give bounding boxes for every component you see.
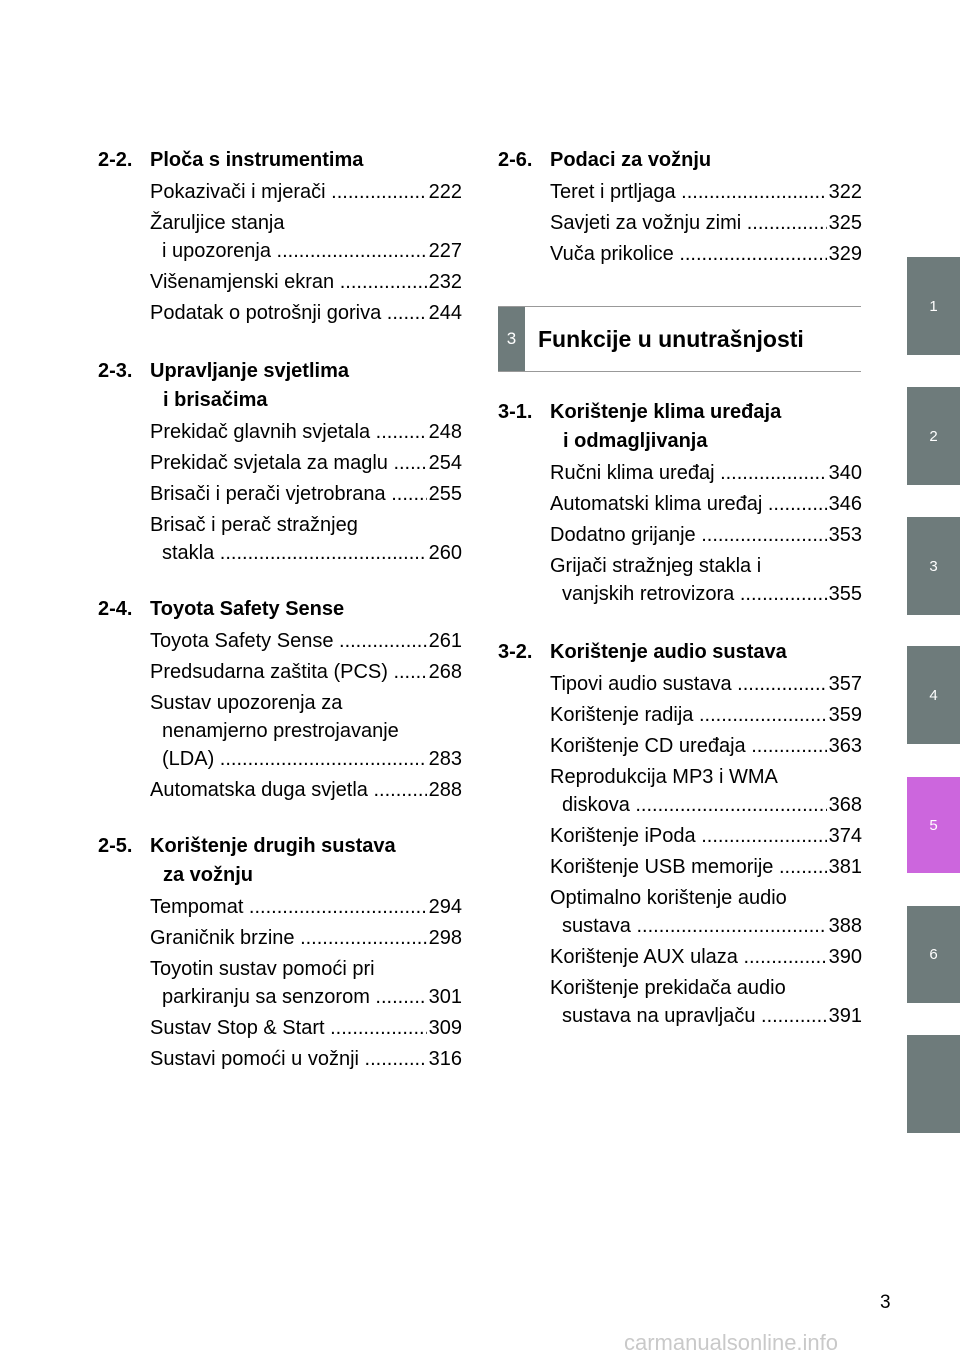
- toc-entry-line: Sustav Stop & Start .....: [150, 1014, 427, 1042]
- toc-section: [98, 146, 462, 327]
- toc-entry-line: Automatska duga svjetla .....: [150, 776, 427, 804]
- toc-entry-text: [150, 955, 427, 1011]
- toc-entry-text: [150, 776, 427, 804]
- chapter-tab-5[interactable]: 5: [907, 777, 960, 873]
- toc-entry-text: [150, 268, 427, 296]
- toc-entries: [150, 893, 462, 1073]
- section-number: 2-4.: [98, 598, 133, 620]
- toc-entry-text: [150, 299, 427, 327]
- watermark: carmanualsonline.info: [624, 1330, 839, 1355]
- toc-entry-text: [550, 670, 827, 698]
- section-title-line: Toyota Safety Sense: [150, 598, 345, 620]
- toc-page-number: 325: [828, 212, 862, 234]
- toc-entry-text: [550, 732, 827, 760]
- toc-page-number: 268: [428, 661, 462, 683]
- toc-entry[interactable]: [150, 449, 462, 477]
- section-title-line: Korištenje audio sustava: [550, 641, 787, 663]
- toc-section: [98, 595, 462, 804]
- section-number: 2-5.: [98, 835, 133, 857]
- toc-entry-text: [550, 178, 827, 206]
- section-heading: [98, 595, 462, 624]
- toc-section: [498, 398, 862, 608]
- toc-entry[interactable]: [150, 418, 462, 446]
- chapter-tab-4[interactable]: 4: [907, 646, 960, 744]
- toc-entry-line: (LDA) .....: [150, 745, 427, 773]
- toc-page-number: 248: [428, 421, 462, 443]
- toc-section: [498, 638, 862, 1030]
- toc-entry-line: Sustavi pomoći u vožnji .....: [150, 1045, 427, 1073]
- toc-page-number: 363: [828, 735, 862, 757]
- toc-entry[interactable]: [150, 924, 462, 952]
- toc-entry-text: [150, 1045, 427, 1073]
- toc-entries: [550, 670, 862, 1030]
- toc-entry[interactable]: [150, 689, 462, 773]
- toc-entry[interactable]: [150, 776, 462, 804]
- toc-page-number: 260: [428, 542, 462, 564]
- toc-entry[interactable]: [550, 178, 862, 206]
- toc-entry-line: Predsudarna zaštita (PCS) .....: [150, 658, 427, 686]
- toc-entries: [150, 627, 462, 804]
- toc-entry-line: Optimalno korištenje audio: [550, 887, 787, 909]
- toc-entry-line: parkiranju sa senzorom .....: [150, 983, 427, 1011]
- section-heading: [498, 146, 862, 175]
- toc-page-number: 309: [428, 1017, 462, 1039]
- section-title: [150, 595, 344, 624]
- toc-page-number: 288: [428, 779, 462, 801]
- toc-page-number: 301: [428, 986, 462, 1008]
- toc-page-number: 298: [428, 927, 462, 949]
- section-title-line: Korištenje drugih sustava: [150, 835, 396, 857]
- toc-entry[interactable]: [550, 459, 862, 487]
- toc-entry-text: [550, 822, 827, 850]
- toc-entry-text: [150, 689, 427, 773]
- toc-entry-line: Korištenje AUX ulaza .....: [550, 943, 827, 971]
- toc-entry-line: sustava .....: [550, 912, 827, 940]
- chapter-title: Funkcije u unutrašnjosti: [538, 325, 804, 352]
- toc-entries: [150, 178, 462, 327]
- toc-entry-text: [550, 884, 827, 940]
- section-number: 3-1.: [498, 401, 533, 423]
- toc-entry-line: vanjskih retrovizora .....: [550, 580, 827, 608]
- section-heading: [498, 638, 862, 667]
- section-title: [550, 146, 711, 175]
- toc-entry-line: Korištenje iPoda .....: [550, 822, 827, 850]
- toc-entries: [150, 418, 462, 567]
- toc-entry-line: Dodatno grijanje .....: [550, 521, 827, 549]
- toc-entry-text: [150, 480, 427, 508]
- section-title: [150, 146, 363, 175]
- toc-entry-text: [150, 209, 427, 265]
- toc-page-number: 255: [428, 483, 462, 505]
- chapter-tab-6[interactable]: 6: [907, 906, 960, 1003]
- toc-entry-line: Teret i prtljaga .....: [550, 178, 827, 206]
- toc-entry-text: [150, 1014, 427, 1042]
- section-heading: [98, 832, 462, 890]
- toc-entry-text: [550, 490, 827, 518]
- toc-entry-line: Ručni klima uređaj .....: [550, 459, 827, 487]
- toc-entry[interactable]: [550, 701, 862, 729]
- toc-entry-line: Prekidač glavnih svjetala .....: [150, 418, 427, 446]
- section-heading: [98, 146, 462, 175]
- section-title-line: Upravljanje svjetlima: [150, 360, 349, 382]
- toc-entry-text: [550, 763, 827, 819]
- toc-entry[interactable]: [550, 521, 862, 549]
- toc-entry-line: stakla .....: [150, 539, 427, 567]
- toc-entry-line: Savjeti za vožnju zimi .....: [550, 209, 827, 237]
- toc-page-number: 388: [828, 915, 862, 937]
- toc-page-number: 346: [828, 493, 862, 515]
- toc-section: [98, 357, 462, 567]
- toc-page-number: 261: [428, 630, 462, 652]
- chapter-tab-3[interactable]: 3: [907, 517, 960, 615]
- section-title-line: Ploča s instrumentima: [150, 149, 364, 171]
- toc-entry-text: [550, 974, 827, 1030]
- toc-entry[interactable]: [150, 480, 462, 508]
- toc-entry-text: [550, 521, 827, 549]
- toc-entry-text: [550, 209, 827, 237]
- toc-page-number: 391: [828, 1005, 862, 1027]
- toc-entry-text: [150, 418, 427, 446]
- toc-entry[interactable]: [550, 490, 862, 518]
- chapter-number: 3: [498, 307, 525, 371]
- toc-entry-line: Grijači stražnjeg stakla i: [550, 555, 762, 577]
- toc-entry-line: nenamjerno prestrojavanje: [162, 720, 399, 742]
- toc-entry-text: [150, 511, 427, 567]
- toc-entry-line: diskova .....: [550, 791, 827, 819]
- toc-entry-line: Toyota Safety Sense .....: [150, 627, 427, 655]
- toc-page-number: 355: [828, 583, 862, 605]
- toc-entry[interactable]: [550, 552, 862, 608]
- toc-entry-text: [550, 853, 827, 881]
- toc-entry[interactable]: [150, 209, 462, 265]
- toc-entry-line: Brisač i perač stražnjeg: [150, 514, 358, 536]
- toc-entry-line: Tipovi audio sustava .....: [550, 670, 827, 698]
- toc-entry-line: Korištenje CD uređaja .....: [550, 732, 827, 760]
- section-number: 2-3.: [98, 360, 133, 382]
- toc-entry-line: sustava na upravljaču .....: [550, 1002, 827, 1030]
- toc-entry-line: Sustav upozorenja za: [150, 692, 343, 714]
- toc-entries: [550, 459, 862, 608]
- toc-entry[interactable]: [550, 240, 862, 268]
- toc-page-number: 232: [428, 271, 462, 293]
- toc-entry-text: [150, 658, 427, 686]
- toc-entry-text: [550, 943, 827, 971]
- toc-entry[interactable]: [150, 178, 462, 206]
- toc-page-number: 390: [828, 946, 862, 968]
- toc-entry-line: Vuča prikolice .....: [550, 240, 827, 268]
- toc-entry[interactable]: [150, 627, 462, 655]
- toc-entry[interactable]: [150, 268, 462, 296]
- toc-entry[interactable]: [550, 732, 862, 760]
- section-heading: [498, 398, 862, 456]
- toc-entry-line: Toyotin sustav pomoći pri: [150, 958, 375, 980]
- toc-page-number: 353: [828, 524, 862, 546]
- toc-page-number: 340: [828, 462, 862, 484]
- section-number: 3-2.: [498, 641, 533, 663]
- toc-page-number: 254: [428, 452, 462, 474]
- toc-entry[interactable]: [150, 511, 462, 567]
- chapter-header: [498, 306, 861, 372]
- toc-page-number: 357: [828, 673, 862, 695]
- toc-entry[interactable]: [150, 1014, 462, 1042]
- toc-entry-line: Prekidač svjetala za maglu .....: [150, 449, 427, 477]
- chapter-tab-1[interactable]: 1: [907, 257, 960, 355]
- toc-entry-line: Žaruljice stanja: [150, 212, 285, 234]
- toc-entry-line: Brisači i perači vjetrobrana .....: [150, 480, 427, 508]
- toc-entry[interactable]: [550, 670, 862, 698]
- toc-page-number: 222: [428, 181, 462, 203]
- chapter-tab-2[interactable]: 2: [907, 387, 960, 485]
- toc-entry-text: [550, 240, 827, 268]
- toc-page-number: 294: [428, 896, 462, 918]
- toc-entry-line: i upozorenja .....: [150, 237, 427, 265]
- toc-entry-line: Automatski klima uređaj .....: [550, 490, 827, 518]
- section-title: [550, 638, 787, 667]
- toc-entry[interactable]: [550, 822, 862, 850]
- section-number: 2-2.: [98, 149, 133, 171]
- toc-entry-line: Korištenje USB memorije .....: [550, 853, 827, 881]
- toc-entry[interactable]: [550, 884, 862, 940]
- section-title-line: i odmagljivanja: [563, 430, 708, 452]
- section-title-line: Korištenje klima uređaja: [550, 401, 782, 423]
- section-title: [150, 357, 349, 415]
- toc-entry[interactable]: [550, 974, 862, 1030]
- section-number: 2-6.: [498, 149, 533, 171]
- toc-entry[interactable]: [150, 955, 462, 1011]
- toc-entry-text: [150, 178, 427, 206]
- toc-page-number: 381: [828, 856, 862, 878]
- toc-entry-text: [550, 459, 827, 487]
- section-title-line: i brisačima: [163, 389, 268, 411]
- toc-entry[interactable]: [150, 893, 462, 921]
- toc-page-number: 316: [428, 1048, 462, 1070]
- toc-entry-line: Reprodukcija MP3 i WMA: [550, 766, 778, 788]
- toc-entry[interactable]: [550, 853, 862, 881]
- toc-entry-line: Podatak o potrošnji goriva .....: [150, 299, 427, 327]
- toc-page-number: 359: [828, 704, 862, 726]
- toc-page-number: 227: [428, 240, 462, 262]
- toc-page-number: 244: [428, 302, 462, 324]
- section-title: [150, 832, 396, 890]
- toc-entry-line: Graničnik brzine .....: [150, 924, 427, 952]
- toc-entry[interactable]: [150, 1045, 462, 1073]
- toc-section: [98, 832, 462, 1073]
- chapter-tab-index[interactable]: [907, 1035, 960, 1133]
- toc-entry-text: [150, 924, 427, 952]
- toc-page-number: 368: [828, 794, 862, 816]
- toc-entry-line: Višenamjenski ekran .....: [150, 268, 427, 296]
- toc-entry-line: Tempomat .....: [150, 893, 427, 921]
- toc-page-number: 329: [828, 243, 862, 265]
- section-title-line: za vožnju: [163, 864, 254, 886]
- toc-entry-line: Korištenje radija .....: [550, 701, 827, 729]
- toc-entry-text: [150, 627, 427, 655]
- toc-entry[interactable]: [150, 299, 462, 327]
- toc-entry[interactable]: [550, 209, 862, 237]
- toc-entry[interactable]: [550, 943, 862, 971]
- toc-entry-line: Pokazivači i mjerači .....: [150, 178, 427, 206]
- toc-page-number: 283: [428, 748, 462, 770]
- toc-entries: [550, 178, 862, 268]
- toc-entry-text: [150, 893, 427, 921]
- toc-page-number: 322: [828, 181, 862, 203]
- toc-entry[interactable]: [150, 658, 462, 686]
- toc-entry-text: [150, 449, 427, 477]
- toc-entry-text: [550, 552, 827, 608]
- page-number: 3: [880, 1292, 891, 1313]
- toc-entry-line: Korištenje prekidača audio: [550, 977, 786, 999]
- section-title-line: Podaci za vožnju: [550, 149, 712, 171]
- toc-page-number: 374: [828, 825, 862, 847]
- toc-entry[interactable]: [550, 763, 862, 819]
- section-heading: [98, 357, 462, 415]
- toc-entry-text: [550, 701, 827, 729]
- section-title: [550, 398, 781, 456]
- toc-section: [498, 146, 862, 268]
